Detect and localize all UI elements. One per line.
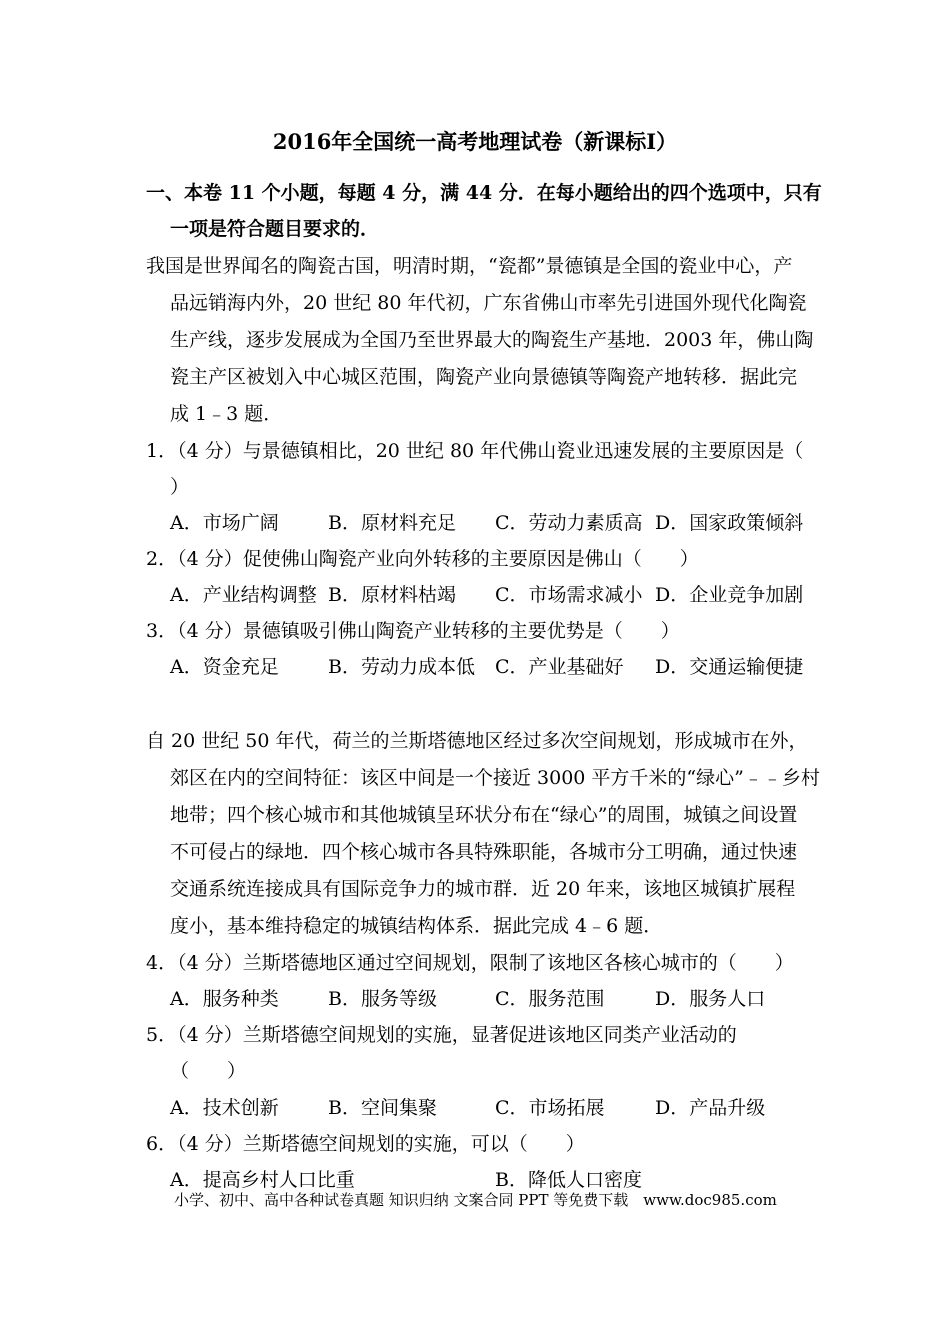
passage-2-line: 地带；四个核心城市和其他城镇呈环状分布在“绿心”的周围，城镇之间设置 [170,804,798,826]
passage-2-line: 度小，基本维持稳定的城镇结构体系．据此完成 4﹣6 题． [170,915,663,937]
question-stem: 3．（4 分）景德镇吸引佛山陶瓷产业转移的主要优势是（ ） [146,620,680,642]
passage-1-line: 瓷主产区被划入中心城区范围，陶瓷产业向景德镇等陶瓷产地转移．据此完 [170,366,798,388]
passage-1-line: 品远销海内外，20 世纪 80 年代初，广东省佛山市率先引进国外现代化陶瓷 [170,292,807,314]
question-stem: 6．（4 分）兰斯塔德空间规划的实施，可以（ ） [146,1133,585,1155]
option-d: D．产品升级 [655,1097,766,1119]
option-b: B．劳动力成本低 [328,656,475,678]
question-stem-cont: ） [170,476,190,498]
option-a: A．资金充足 [170,656,279,678]
option-c: C．产业基础好 [495,656,624,678]
option-c: C．市场拓展 [495,1097,605,1119]
passage-2-line: 郊区在内的空间特征：该区中间是一个接近 3000 平方千米的“绿心”﹣﹣乡村 [170,767,820,789]
option-d: D．交通运输便捷 [655,656,804,678]
passage-2-line: 不可侵占的绿地．四个核心城市各具特殊职能，各城市分工明确，通过快速 [170,841,798,863]
option-b: B．服务等级 [328,988,437,1010]
question-stem: 1．（4 分）与景德镇相比，20 世纪 80 年代佛山瓷业迅速发展的主要原因是（ [146,440,804,462]
page-title: 2016年全国统一高考地理试卷（新课标I） [272,129,678,154]
page-footer: 小学、初中、高中各种试卷真题 知识归纳 文案合同 PPT 等免费下载 www.doc985.com [174,1191,777,1209]
option-c: C．服务范围 [495,988,605,1010]
option-a: A．技术创新 [170,1097,279,1119]
option-b: B．空间集聚 [328,1097,437,1119]
question-stem: 5．（4 分）兰斯塔德空间规划的实施，显著促进该地区同类产业活动的 [146,1024,737,1046]
passage-2-line: 自 20 世纪 50 年代，荷兰的兰斯塔德地区经过多次空间规划，形成城市在外， [146,730,808,752]
option-d: D．国家政策倾斜 [655,512,804,534]
passage-2-line: 交通系统连接成具有国际竞争力的城市群．近 20 年来，该地区城镇扩展程 [170,878,796,900]
section-heading-line-2: 一项是符合题目要求的． [170,218,380,240]
option-b: B．原材料充足 [328,512,456,534]
passage-1-line: 生产线，逐步发展成为全国乃至世界最大的陶瓷生产基地．2003 年，佛山陶 [170,329,814,351]
passage-1-line: 我国是世界闻名的陶瓷古国，明清时期，“瓷都”景德镇是全国的瓷业中心，产 [146,255,793,277]
option-a: A．提高乡村人口比重 [170,1169,355,1191]
question-stem: 4．（4 分）兰斯塔德地区通过空间规划，限制了该地区各核心城市的（ ） [146,952,794,974]
option-a: A．服务种类 [170,988,279,1010]
option-b: B．原材料枯竭 [328,584,456,606]
question-stem: 2．（4 分）促使佛山陶瓷产业向外转移的主要原因是佛山（ ） [146,548,699,570]
option-b: B．降低人口密度 [495,1169,642,1191]
option-c: C．劳动力素质高 [495,512,643,534]
option-a: A．产业结构调整 [170,584,317,606]
option-a: A．市场广阔 [170,512,279,534]
question-stem-cont: （ ） [170,1060,247,1082]
section-heading-line-1: 一、本卷 11 个小题，每题 4 分，满 44 分．在每小题给出的四个选项中，只有 [146,182,822,204]
option-c: C．市场需求减小 [495,584,643,606]
option-d: D．服务人口 [655,988,766,1010]
passage-1-line: 成 1﹣3 题． [170,403,283,425]
option-d: D．企业竞争加剧 [655,584,804,606]
